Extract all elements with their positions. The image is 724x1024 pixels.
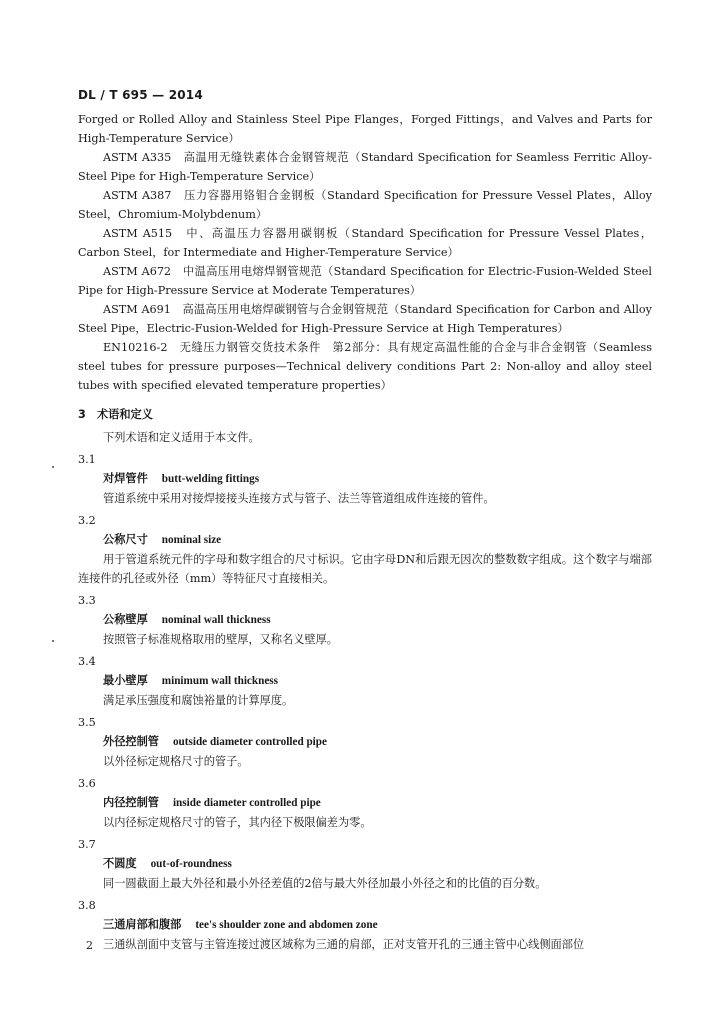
- term-definition: 同一圆截面上最大外径和最小外径差值的2倍与最大外径加最小外径之和的比值的百分数。: [103, 877, 547, 890]
- term-english: nominal size: [161, 534, 222, 546]
- term-english: nominal wall thickness: [161, 614, 271, 626]
- term-english: butt-welding fittings: [161, 473, 260, 485]
- term-chinese: 外径控制管: [103, 734, 159, 748]
- term-chinese: 内径控制管: [103, 795, 159, 809]
- term-number: 3.7: [78, 838, 96, 851]
- term-definition: 以内径标定规格尺寸的管子，其内径下极限偏差为零。: [103, 816, 372, 829]
- term-definition: 满足承压强度和腐蚀裕量的计算厚度。: [103, 694, 294, 707]
- page-number: 2: [86, 939, 93, 952]
- term-definition: 管道系统中采用对接焊接接头连接方式与管子、法兰等管道组成件连接的管件。: [103, 492, 495, 505]
- term-entry: [78, 511, 652, 588]
- references-list: [78, 110, 652, 395]
- term-entry: [78, 652, 652, 710]
- reference-entry: Forged or Rolled Alloy and Stainless Steel Pipe Flanges，Forged Fittings，and Valves and Parts for High-Temperature Service）: [78, 113, 652, 145]
- term-entry: [78, 450, 652, 508]
- scan-mark: [52, 640, 54, 642]
- term-chinese: 最小壁厚: [103, 673, 148, 687]
- term-english: tee's shoulder zone and abdomen zone: [195, 919, 378, 931]
- term-entry: [78, 835, 652, 893]
- term-definition: 三通纵剖面中支管与主管连接过渡区域称为三通的肩部，正对支管开孔的三通主管中心线侧面部位: [103, 938, 585, 951]
- term-number: 3.2: [78, 514, 96, 527]
- term-entry: [78, 713, 652, 771]
- term-definition: 以外径标定规格尺寸的管子。: [103, 755, 249, 768]
- term-number: 3.8: [78, 899, 96, 912]
- reference-entry: ASTM A387 压力容器用铬钼合金钢板（Standard Specification for Pressure Vessel Plates，Alloy Steel，Chromium-Molybdenum）: [78, 189, 652, 221]
- term-english: outside diameter controlled pipe: [172, 736, 327, 748]
- term-chinese: 公称尺寸: [103, 532, 148, 546]
- term-number: 3.4: [78, 655, 96, 668]
- term-english: minimum wall thickness: [161, 675, 279, 687]
- term-english: out-of-roundness: [150, 858, 232, 870]
- term-number: 3.3: [78, 594, 96, 607]
- reference-entry: ASTM A691 高温高压用电熔焊碳钢管与合金钢管规范（Standard Specification for Carbon and Alloy Steel Pipe，Electric-Fusion-Welded for High-Pressure Service at High Temperatures）: [78, 303, 652, 335]
- term-number: 3.1: [78, 453, 96, 466]
- term-entry: [78, 774, 652, 832]
- scan-mark: [52, 466, 54, 468]
- page-content: [78, 110, 652, 954]
- section-intro: 下列术语和定义适用于本文件。: [103, 431, 260, 444]
- reference-entry: ASTM A672 中温高压用电熔焊钢管规范（Standard Specification for Electric-Fusion-Welded Steel Pipe for High-Pressure Service at Moderate Temperatures）: [78, 265, 652, 297]
- reference-entry: ASTM A335 高温用无缝铁素体合金钢管规范（Standard Specification for Seamless Ferritic Alloy-Steel Pipe for High-Temperature Service）: [78, 151, 652, 183]
- term-chinese: 对焊管件: [103, 471, 148, 485]
- reference-entry: ASTM A515 中、高温压力容器用碳钢板（Standard Specification for Pressure Vessel Plates，Carbon Steel，for Intermediate and Higher-Temperature Service）: [78, 227, 652, 259]
- term-english: inside diameter controlled pipe: [172, 797, 321, 809]
- term-chinese: 三通肩部和腹部: [103, 917, 182, 931]
- term-entry: [78, 896, 652, 954]
- term-definition: 按照管子标准规格取用的壁厚，又称名义壁厚。: [103, 633, 338, 646]
- document-id-header: DL / T 695 — 2014: [78, 88, 203, 102]
- reference-entry: EN10216-2 无缝压力钢管交货技术条件 第2部分：具有规定高温性能的合金与非合金钢管（Seamless steel tubes for pressure purposes—Technical delivery conditions Part 2: Non-alloy and alloy steel tubes with specified elevated temperature properties）: [78, 341, 652, 392]
- term-definition: 用于管道系统元件的字母和数字组合的尺寸标识。它由字母DN和后跟无因次的整数数字组成。这个数字与端部连接件的孔径或外径（mm）等特征尺寸直接相关。: [78, 553, 652, 585]
- section-title: 3 术语和定义: [78, 408, 153, 421]
- term-number: 3.6: [78, 777, 96, 790]
- term-entry: [78, 591, 652, 649]
- term-number: 3.5: [78, 716, 96, 729]
- term-chinese: 公称壁厚: [103, 612, 148, 626]
- term-chinese: 不圆度: [103, 856, 137, 870]
